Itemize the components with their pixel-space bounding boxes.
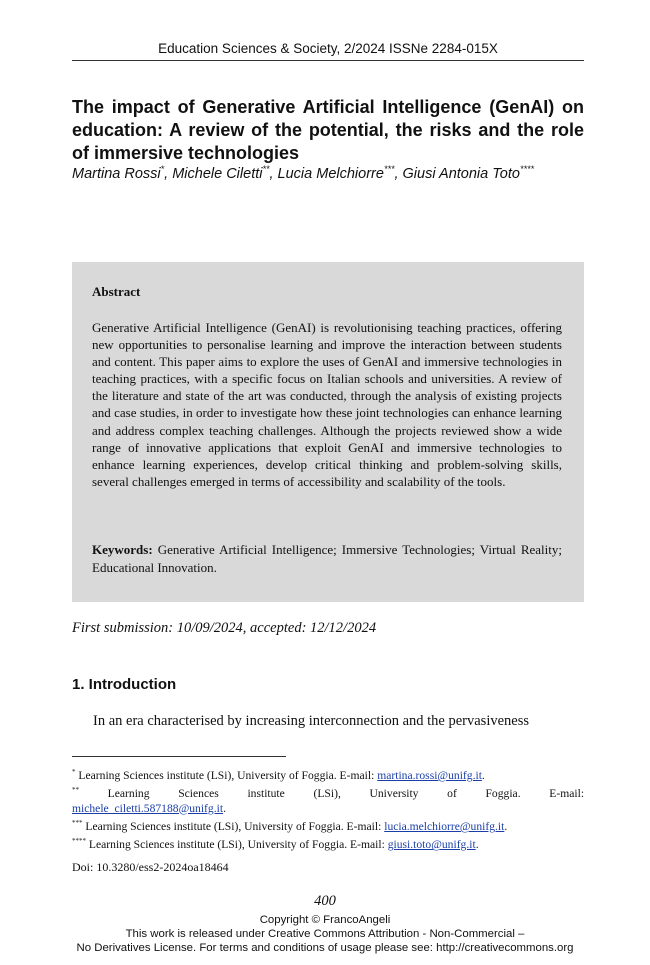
footnote-word: Sciences bbox=[178, 787, 219, 801]
footnote-word: Foggia. bbox=[485, 787, 521, 801]
footnote-text: Learning Sciences institute (LSi), University of Foggia. E-mail: bbox=[78, 768, 378, 782]
author-mark: *** bbox=[383, 164, 395, 174]
email-link[interactable]: michele_ciletti.587188@unifg.it bbox=[72, 801, 224, 815]
keywords-text: Generative Artificial Intelligence; Immersive Technologies; Virtual Reality; Educational Innovation. bbox=[92, 542, 563, 575]
article-title: The impact of Generative Artificial Intelligence (GenAI) on education: A review of the potential, the risks and the role of immersive technologies bbox=[72, 97, 584, 163]
footnote-word: E-mail: bbox=[549, 787, 585, 801]
footnote-word: University bbox=[369, 787, 419, 801]
header-rule bbox=[72, 60, 584, 61]
email-link[interactable]: giusi.toto@unifg.it bbox=[387, 838, 476, 852]
footnote-word: institute bbox=[247, 787, 285, 801]
footnote-mark: * bbox=[72, 768, 76, 776]
footnote-text: Learning Sciences institute (LSi), University of Foggia. E-mail: bbox=[85, 819, 385, 833]
footnote-3 bbox=[72, 816, 584, 834]
section-heading-introduction: 1. Introduction bbox=[72, 676, 177, 693]
footnote-text: Learning Sciences institute (LSi), University of Foggia. E-mail: bbox=[88, 838, 388, 852]
license-line: This work is released under Creative Commons Attribution - Non-Commercial – bbox=[125, 928, 525, 940]
footnote-rule bbox=[72, 756, 286, 757]
author-mark: * bbox=[160, 164, 165, 174]
footnote-tail: . bbox=[481, 768, 485, 782]
keywords-label: Keywords: bbox=[92, 542, 153, 557]
footnote-tail: . bbox=[475, 838, 479, 852]
submission-dates: First submission: 10/09/2024, accepted: 12/12/2024 bbox=[72, 620, 377, 636]
footnote-mark: ** bbox=[72, 786, 79, 795]
footnote-word: of bbox=[447, 787, 457, 801]
journal-header: Education Sciences & Society, 2/2024 ISSNe 2284-015X bbox=[158, 41, 498, 56]
email-link[interactable]: lucia.melchiorre@unifg.it bbox=[384, 819, 505, 833]
copyright-line: Copyright © FrancoAngeli bbox=[259, 914, 391, 926]
email-link[interactable]: martina.rossi@unifg.it bbox=[377, 768, 482, 782]
footnote-1 bbox=[72, 765, 584, 783]
abstract-heading: Abstract bbox=[92, 284, 141, 299]
introduction-first-line: In an era characterised by increasing interconnection and the pervasiveness bbox=[93, 713, 530, 729]
author-name: Martina Rossi bbox=[72, 165, 161, 182]
footnote-2-line-1 bbox=[72, 783, 584, 801]
author-list: Martina Rossi*, Michele Ciletti**, Lucia Melchiorre***, Giusi Antonia Toto**** bbox=[72, 164, 534, 182]
footnote-mark: **** bbox=[72, 837, 86, 846]
footnote-2-line-2 bbox=[72, 802, 584, 816]
license-terms-line: No Derivatives License. For terms and conditions of usage please see: http://creativecommons.org bbox=[76, 942, 574, 954]
author-name: Michele Ciletti bbox=[172, 165, 263, 182]
footnote-tail: . bbox=[223, 801, 226, 815]
footnote-tail: . bbox=[504, 819, 508, 833]
footnote-word: Learning bbox=[107, 787, 150, 801]
copyright-notice bbox=[0, 913, 650, 955]
footnote-4 bbox=[72, 834, 584, 852]
author-name: Lucia Melchiorre bbox=[277, 165, 384, 182]
author-mark: ** bbox=[262, 164, 270, 174]
doi: Doi: 10.3280/ess2-2024oa18464 bbox=[72, 860, 229, 874]
page-number: 400 bbox=[314, 893, 336, 909]
keywords bbox=[92, 541, 562, 576]
abstract-text: Generative Artificial Intelligence (GenAI) is revolutionising teaching practices, offering new opportunities to personalise learning and improve the interaction between students and content. This paper aims to explore the uses of GenAI and immersive technologies in teaching practices, with a specific focus on Italian schools and universities. A review of the literature and state of the art was conducted, through the analysis of existing projects and case studies, in order to investigate how these joint technologies can enhance learning and address complex teaching challenges. Although the projects reviewed show a wide range of innovative applications that exploit GenAI and immersive technologies to enhance learning experiences, develop critical thinking and problem-solving skills, several challenges emerged in terms of accessibility and scalability of the tools. bbox=[92, 320, 562, 489]
author-mark: **** bbox=[519, 164, 534, 174]
footnote-word: (LSi), bbox=[313, 787, 341, 801]
author-name: Giusi Antonia Toto bbox=[402, 165, 520, 182]
footnotes bbox=[72, 765, 584, 852]
footnote-mark: *** bbox=[72, 818, 83, 827]
